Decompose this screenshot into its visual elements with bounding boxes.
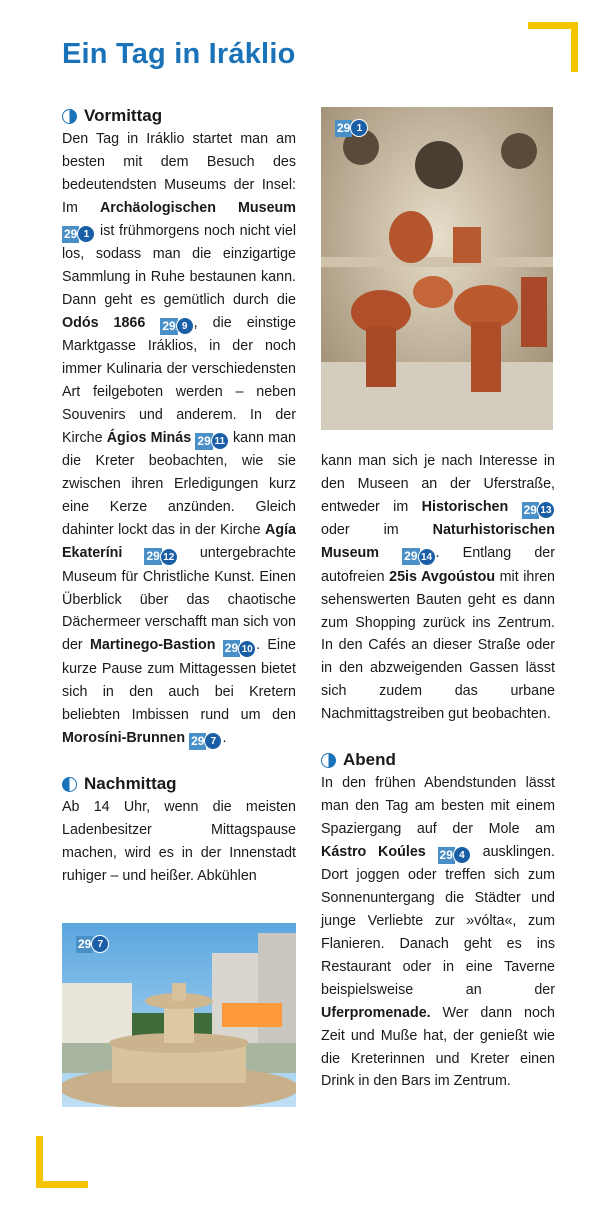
moon-phase-icon — [321, 753, 336, 768]
corner-mark-bottom-left — [36, 1136, 88, 1188]
place-natural-history-museum: Naturhistorischen Museum — [321, 522, 555, 562]
section-heading-evening: Abend — [321, 748, 555, 772]
map-reference: 29 1 — [335, 119, 368, 137]
map-reference: 29 4 — [438, 846, 471, 864]
right-column — [321, 450, 555, 1093]
place-morosini-fountain: Morosíni-Brunnen — [62, 729, 186, 746]
map-reference: 29 7 — [189, 732, 222, 750]
place-historical-museum: Historischen — [421, 498, 509, 515]
map-reference: 29 9 — [160, 317, 193, 335]
afternoon-paragraph-start: Ab 14 Uhr, wenn die meisten Ladenbesitzer Mittagspause machen, wird es in der Innenstadt ruhiger – und heißer. Abkühlen — [62, 799, 296, 884]
map-reference: 29 1 — [62, 225, 95, 243]
section-heading-afternoon: Nachmittag — [62, 772, 296, 796]
place-martinego-bastion: Martinego-Bastion — [89, 637, 216, 654]
place-odos-1866: Odós 1866 — [62, 314, 146, 331]
moon-phase-icon — [62, 777, 77, 792]
left-column — [62, 104, 296, 888]
place-agia-ekaterini: Agía Ekateríni — [62, 522, 296, 562]
map-reference: 29 13 — [522, 501, 555, 519]
morning-paragraph: Den Tag in Iráklio startet man am besten mit dem Besuch des bedeutendsten Museums der Insel: Im Archäologischen Museum 29 1 ist frühmorgens noch nicht viel los, sodass man die einzigartige Sammlung in Ruhe bestaunen kann. Dann geht es gemütlich durch die Odós 1866 29 9 , die einstige Marktgasse Iráklios, in der noch immer Kulinaria der verschiedensten Art feilgeboten werden – neben Souvenirs und anderem. In der Kirche Ágios Minás 29 11 kann man die Kreter beobachten, wie sie zwischen ihren Erledigungen kurz eine Kerze anzünden. Gleich dahinter lockt das in der Kirche Agía Ekateríni 29 12 untergebrachte Museum für Christliche Kunst. Einen Überblick über das chaotische Dächermeer verschafft man sich von der Martinego-Bastion 29 10 . Eine kurze Pause zum Mittagessen bietet sich in den auch bei Kretern beliebten Imbissen rund um den Morosíni-Brunnen 29 7 . — [62, 128, 296, 750]
moon-phase-icon — [62, 109, 77, 124]
afternoon-paragraph-continued: kann man sich je nach Interesse in den Museen an der Uferstraße, entweder im Historischen 29 13 oder im Naturhistorischen Museum 29 14 . Entlang der autofreien 25is Avgoústou mit ihren sehenswerten Bauten geht es dann zum Shopping zurück ins Zentrum. In den Cafés an dieser Straße oder in den abzweigenden Gassen lässt sich zudem das urbane Nachmittagstreiben gut beobachten. — [321, 453, 555, 723]
pottery-illustration — [321, 107, 553, 430]
page-title: Ein Tag in Iráklio — [62, 38, 296, 70]
place-uferpromenade: Uferpromenade. — [321, 1004, 431, 1021]
place-archaeological-museum: Archäologischen Museum — [99, 199, 296, 216]
evening-paragraph: In den frühen Abendstunden lässt man den Tag am besten mit einem Spaziergang auf der Mole am Kástro Koúles 29 4 ausklingen. Dort joggen oder treffen sich zum Sonnenuntergang die Städter und junge Verliebte zur »vólta«, zum Flanieren. Danach geht es ins Restaurant oder in eine Taverne beispielsweise an der Uferpromenade. Wer dann noch Zeit und Muße hat, der genießt wie die Kreterinnen und Kreter einen Drink in den Bars im Zentrum. — [321, 775, 555, 1090]
section-heading-morning: Vormittag — [62, 104, 296, 128]
museum-photo — [321, 107, 553, 430]
map-reference: 29 10 — [223, 640, 256, 658]
map-reference: 29 11 — [195, 432, 228, 450]
fountain-photo — [62, 923, 296, 1107]
corner-mark-top-right — [528, 22, 578, 72]
place-25is-avgoustou: 25is Avgoústou — [389, 568, 496, 585]
map-reference: 29 7 — [76, 935, 109, 953]
place-agios-minas: Ágios Minás — [106, 429, 192, 446]
place-kastro-koules: Kástro Koúles — [321, 843, 426, 860]
map-reference: 29 14 — [402, 548, 435, 566]
map-reference: 29 12 — [144, 548, 177, 566]
